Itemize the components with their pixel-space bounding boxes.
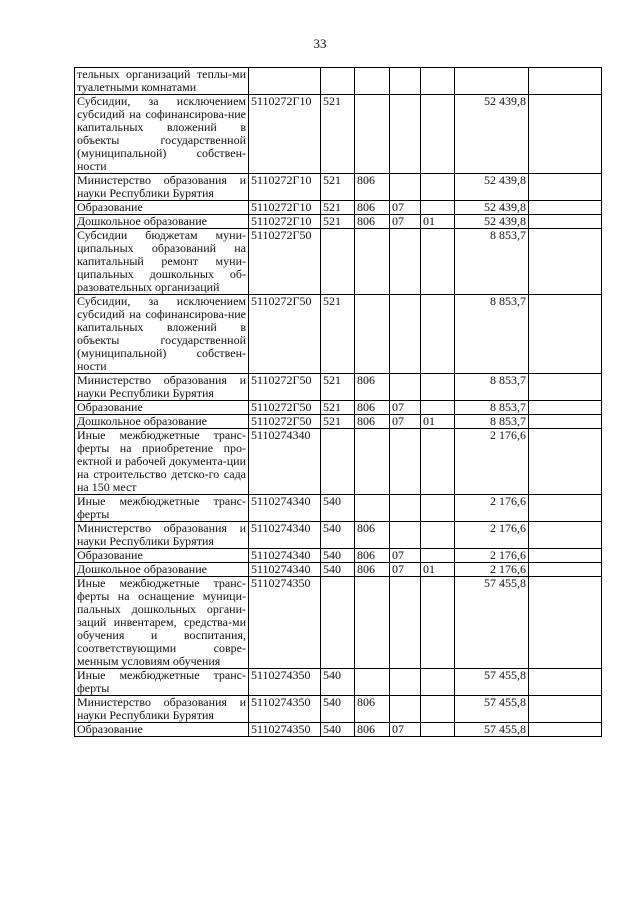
name-cell: Иные межбюджетные транс-ферты <box>75 495 249 522</box>
section-cell: 07 <box>390 401 421 415</box>
section-cell <box>390 68 421 95</box>
subsection-cell <box>421 577 455 669</box>
target-article-cell: 5110272Г50 <box>249 295 321 374</box>
ministry-code-cell: 806 <box>355 215 390 229</box>
target-article-cell: 5110272Г50 <box>249 401 321 415</box>
table-row <box>75 415 602 429</box>
expense-type-cell: 521 <box>321 95 355 174</box>
target-article-cell: 5110272Г10 <box>249 95 321 174</box>
ministry-code-cell: 806 <box>355 415 390 429</box>
ministry-code-cell <box>355 68 390 95</box>
name-cell: Иные межбюджетные транс-ферты на приобретение про-ектной и рабочей документа-ции на строительство детско-го сада на 150 мест <box>75 429 249 495</box>
section-cell: 07 <box>390 415 421 429</box>
amount-cell: 57 455,8 <box>455 696 529 723</box>
ministry-code-cell: 806 <box>355 723 390 737</box>
name-cell: Субсидии, за исключением субсидий на софинансирова-ние капитальных вложений в объекты государственной (муниципальной) собствен-ности <box>75 95 249 174</box>
target-article-cell: 5110272Г50 <box>249 229 321 295</box>
name-cell: Министерство образования и науки Республики Бурятия <box>75 374 249 401</box>
subsection-cell <box>421 201 455 215</box>
extra-cell <box>529 229 602 295</box>
name-cell: Иные межбюджетные транс-ферты на оснащение муници-пальных дошкольных органи-заций инвентарем, средства-ми обучения и воспитания, соответствующими совре-менным условиям обучения <box>75 577 249 669</box>
expense-type-cell <box>321 577 355 669</box>
table-row <box>75 215 602 229</box>
target-article-cell: 5110272Г10 <box>249 215 321 229</box>
expense-type-cell: 521 <box>321 201 355 215</box>
amount-cell: 52 439,8 <box>455 95 529 174</box>
target-article-cell: 5110274350 <box>249 669 321 696</box>
subsection-cell <box>421 429 455 495</box>
ministry-code-cell: 806 <box>355 174 390 201</box>
section-cell: 07 <box>390 215 421 229</box>
name-cell: Дошкольное образование <box>75 415 249 429</box>
name-cell: Субсидии, за исключением субсидий на софинансирова-ние капитальных вложений в объекты государственной (муниципальной) собствен-ности <box>75 295 249 374</box>
table-row <box>75 669 602 696</box>
amount-cell: 2 176,6 <box>455 495 529 522</box>
section-cell: 07 <box>390 723 421 737</box>
extra-cell <box>529 415 602 429</box>
section-cell <box>390 696 421 723</box>
extra-cell <box>529 669 602 696</box>
amount-cell: 52 439,8 <box>455 174 529 201</box>
extra-cell <box>529 295 602 374</box>
extra-cell <box>529 563 602 577</box>
subsection-cell <box>421 374 455 401</box>
amount-cell: 52 439,8 <box>455 201 529 215</box>
table-body <box>75 68 602 737</box>
expense-type-cell <box>321 68 355 95</box>
extra-cell <box>529 429 602 495</box>
ministry-code-cell: 806 <box>355 563 390 577</box>
subsection-cell <box>421 549 455 563</box>
amount-cell: 2 176,6 <box>455 429 529 495</box>
ministry-code-cell <box>355 229 390 295</box>
expense-type-cell: 540 <box>321 723 355 737</box>
expense-type-cell: 540 <box>321 522 355 549</box>
subsection-cell <box>421 295 455 374</box>
ministry-code-cell <box>355 95 390 174</box>
section-cell <box>390 295 421 374</box>
extra-cell <box>529 696 602 723</box>
expense-type-cell <box>321 229 355 295</box>
ministry-code-cell: 806 <box>355 201 390 215</box>
amount-cell: 2 176,6 <box>455 522 529 549</box>
amount-cell: 57 455,8 <box>455 669 529 696</box>
table-row <box>75 229 602 295</box>
target-article-cell: 5110272Г50 <box>249 374 321 401</box>
amount-cell: 57 455,8 <box>455 577 529 669</box>
expense-type-cell: 540 <box>321 696 355 723</box>
expense-type-cell: 521 <box>321 295 355 374</box>
table-row <box>75 696 602 723</box>
budget-table <box>74 67 602 737</box>
section-cell <box>390 95 421 174</box>
section-cell <box>390 577 421 669</box>
ministry-code-cell <box>355 295 390 374</box>
table-row <box>75 429 602 495</box>
expense-type-cell: 540 <box>321 669 355 696</box>
subsection-cell <box>421 495 455 522</box>
target-article-cell: 5110274340 <box>249 429 321 495</box>
amount-cell <box>455 68 529 95</box>
subsection-cell: 01 <box>421 563 455 577</box>
table-row <box>75 577 602 669</box>
subsection-cell <box>421 68 455 95</box>
expense-type-cell: 521 <box>321 415 355 429</box>
ministry-code-cell <box>355 577 390 669</box>
table-row <box>75 522 602 549</box>
amount-cell: 8 853,7 <box>455 401 529 415</box>
target-article-cell: 5110274340 <box>249 549 321 563</box>
target-article-cell: 5110272Г50 <box>249 415 321 429</box>
name-cell: тельных организаций теплы-ми туалетными комнатами <box>75 68 249 95</box>
name-cell: Образование <box>75 549 249 563</box>
target-article-cell <box>249 68 321 95</box>
extra-cell <box>529 68 602 95</box>
table-row <box>75 495 602 522</box>
section-cell <box>390 174 421 201</box>
table-row <box>75 68 602 95</box>
extra-cell <box>529 723 602 737</box>
amount-cell: 8 853,7 <box>455 229 529 295</box>
extra-cell <box>529 495 602 522</box>
table-row <box>75 95 602 174</box>
table-row <box>75 723 602 737</box>
expense-type-cell <box>321 429 355 495</box>
subsection-cell <box>421 522 455 549</box>
name-cell: Образование <box>75 201 249 215</box>
expense-type-cell: 540 <box>321 563 355 577</box>
target-article-cell: 5110274340 <box>249 522 321 549</box>
expense-type-cell: 521 <box>321 215 355 229</box>
extra-cell <box>529 577 602 669</box>
expense-type-cell: 521 <box>321 401 355 415</box>
table-row <box>75 201 602 215</box>
target-article-cell: 5110274350 <box>249 723 321 737</box>
ministry-code-cell: 806 <box>355 696 390 723</box>
ministry-code-cell: 806 <box>355 401 390 415</box>
target-article-cell: 5110274340 <box>249 563 321 577</box>
name-cell: Дошкольное образование <box>75 563 249 577</box>
expense-type-cell: 540 <box>321 549 355 563</box>
section-cell <box>390 495 421 522</box>
table-row <box>75 401 602 415</box>
section-cell <box>390 429 421 495</box>
ministry-code-cell <box>355 669 390 696</box>
subsection-cell <box>421 669 455 696</box>
target-article-cell: 5110274350 <box>249 696 321 723</box>
ministry-code-cell: 806 <box>355 522 390 549</box>
table-row <box>75 295 602 374</box>
amount-cell: 8 853,7 <box>455 295 529 374</box>
extra-cell <box>529 95 602 174</box>
ministry-code-cell <box>355 495 390 522</box>
name-cell: Иные межбюджетные транс-ферты <box>75 669 249 696</box>
amount-cell: 2 176,6 <box>455 563 529 577</box>
table-row <box>75 374 602 401</box>
page-number: 33 <box>313 36 327 51</box>
section-cell: 07 <box>390 549 421 563</box>
table-row <box>75 549 602 563</box>
name-cell: Субсидии бюджетам муни-ципальных образований на капитальный ремонт муни-ципальных дошкольных об-разовательных организаций <box>75 229 249 295</box>
section-cell: 07 <box>390 563 421 577</box>
section-cell <box>390 522 421 549</box>
name-cell: Министерство образования и науки Республики Бурятия <box>75 522 249 549</box>
expense-type-cell: 521 <box>321 174 355 201</box>
subsection-cell <box>421 95 455 174</box>
name-cell: Министерство образования и науки Республики Бурятия <box>75 174 249 201</box>
target-article-cell: 5110274340 <box>249 495 321 522</box>
expense-type-cell: 521 <box>321 374 355 401</box>
section-cell <box>390 669 421 696</box>
ministry-code-cell: 806 <box>355 374 390 401</box>
table-row <box>75 174 602 201</box>
subsection-cell <box>421 229 455 295</box>
extra-cell <box>529 549 602 563</box>
name-cell: Образование <box>75 401 249 415</box>
extra-cell <box>529 215 602 229</box>
expense-type-cell: 540 <box>321 495 355 522</box>
subsection-cell <box>421 723 455 737</box>
amount-cell: 8 853,7 <box>455 374 529 401</box>
amount-cell: 52 439,8 <box>455 215 529 229</box>
table-row <box>75 563 602 577</box>
name-cell: Образование <box>75 723 249 737</box>
section-cell <box>390 229 421 295</box>
section-cell: 07 <box>390 201 421 215</box>
target-article-cell: 5110274350 <box>249 577 321 669</box>
name-cell: Дошкольное образование <box>75 215 249 229</box>
subsection-cell <box>421 174 455 201</box>
extra-cell <box>529 522 602 549</box>
amount-cell: 8 853,7 <box>455 415 529 429</box>
subsection-cell <box>421 401 455 415</box>
subsection-cell: 01 <box>421 415 455 429</box>
amount-cell: 57 455,8 <box>455 723 529 737</box>
extra-cell <box>529 401 602 415</box>
extra-cell <box>529 174 602 201</box>
target-article-cell: 5110272Г10 <box>249 201 321 215</box>
subsection-cell <box>421 696 455 723</box>
target-article-cell: 5110272Г10 <box>249 174 321 201</box>
section-cell <box>390 374 421 401</box>
ministry-code-cell: 806 <box>355 549 390 563</box>
name-cell: Министерство образования и науки Республики Бурятия <box>75 696 249 723</box>
extra-cell <box>529 374 602 401</box>
amount-cell: 2 176,6 <box>455 549 529 563</box>
subsection-cell: 01 <box>421 215 455 229</box>
ministry-code-cell <box>355 429 390 495</box>
extra-cell <box>529 201 602 215</box>
